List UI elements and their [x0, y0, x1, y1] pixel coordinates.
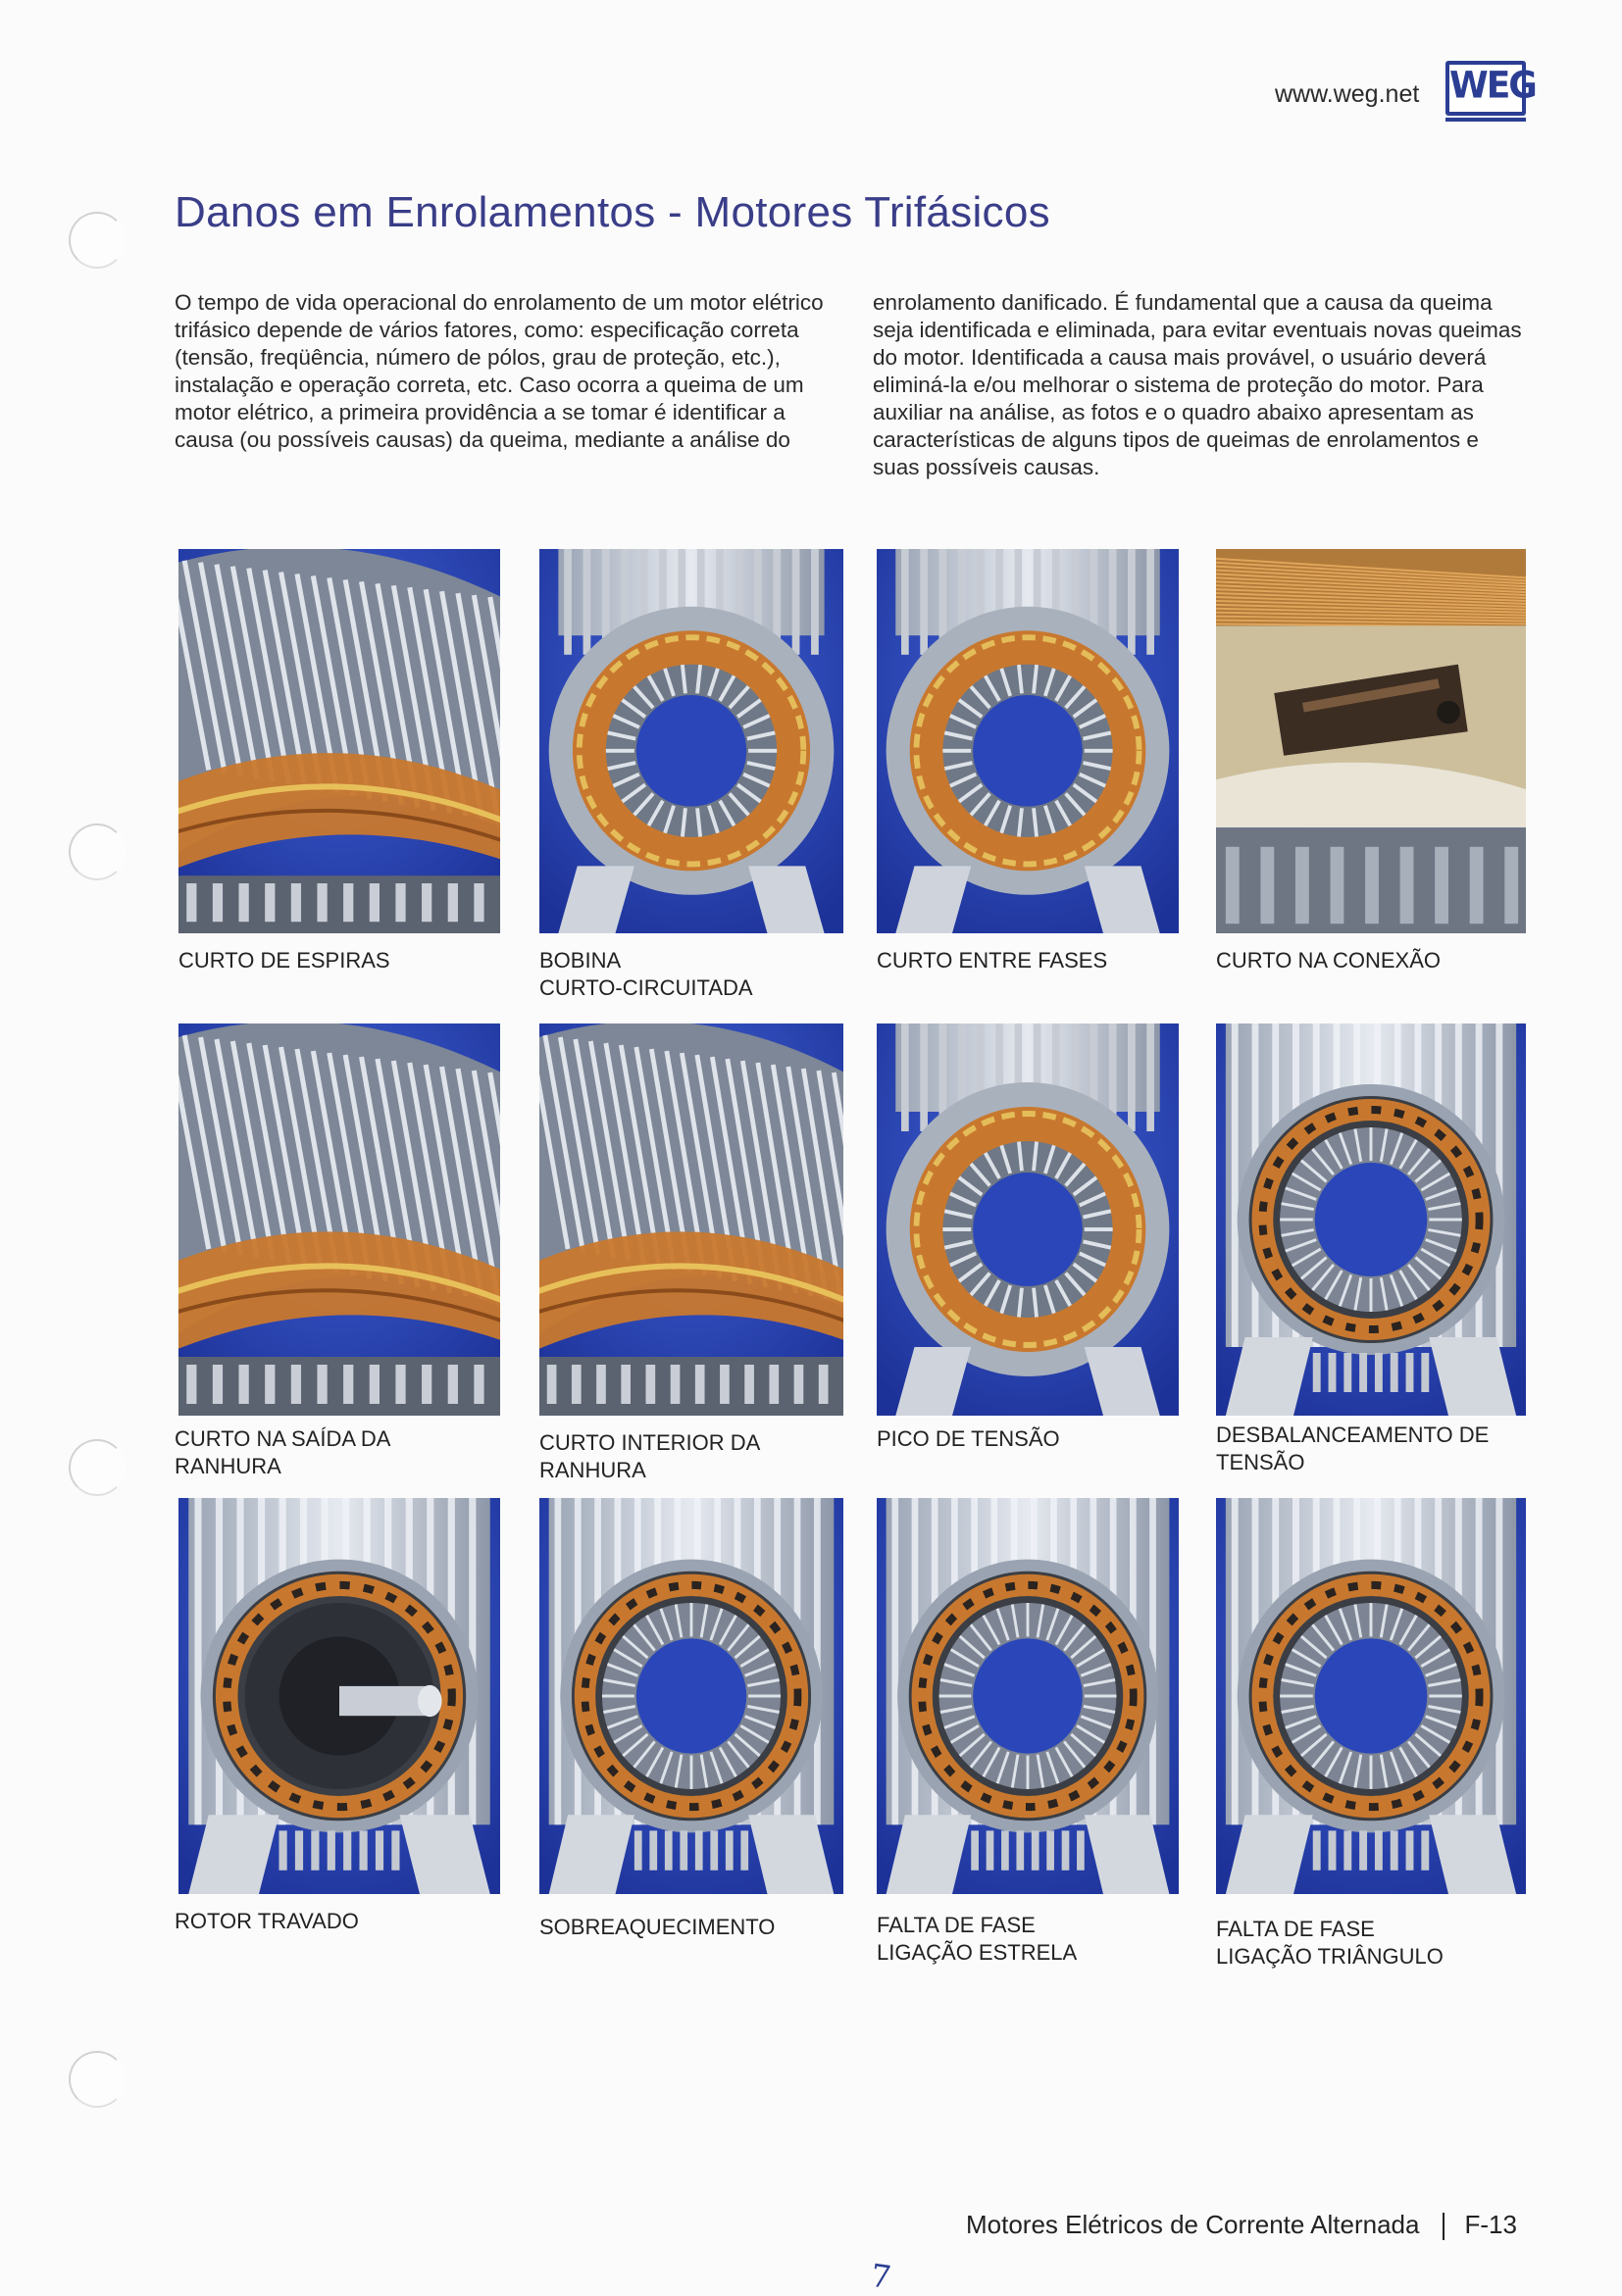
photo-caption: SOBREAQUECIMENTO: [539, 1915, 776, 1939]
motor-front-photo: [539, 1498, 843, 1894]
motor-rotor-photo: [178, 1498, 500, 1894]
website-url: www.weg.net: [1275, 80, 1420, 108]
photo-caption: CURTO ENTRE FASES: [877, 948, 1108, 973]
stator-housing-photo: [877, 549, 1179, 933]
burnt-connection-photo: [1216, 549, 1526, 933]
photo-caption: CURTO INTERIOR DA RANHURA: [539, 1430, 761, 1482]
stator-slots-photo: [539, 1023, 843, 1416]
page-footer: [966, 2210, 1517, 2240]
motor-front-photo: [1216, 1023, 1526, 1416]
stator-closeup-photo: [178, 1023, 500, 1416]
photo-caption: DESBALANCEAMENTO DE TENSÃO: [1216, 1423, 1490, 1474]
photo-caption: CURTO DE ESPIRAS: [178, 948, 390, 973]
motor-front-photo: [1216, 1498, 1526, 1894]
logo-text: WEG: [1449, 64, 1536, 107]
weg-logo: [1445, 61, 1536, 116]
binder-hole: [69, 2051, 126, 2108]
binder-hole: [69, 1439, 126, 1496]
page-number: F-13: [1464, 2210, 1517, 2239]
handwritten-mark: 7: [868, 2256, 893, 2296]
stator-ring-photo: [539, 549, 843, 933]
stator-closeup-photo: [178, 549, 500, 933]
photo-caption: FALTA DE FASE LIGAÇÃO TRIÂNGULO: [1216, 1917, 1444, 1969]
intro-text-column-2: enrolamento danificado. É fundamental que a causa da queima seja identificada e eliminada, para evitar eventuais novas queimas do motor. Identificada a causa mais provável, o usuário deverá eliminá-la e/ou melhorar o sistema de proteção do motor. Para auxiliar na análise, as fotos e o quadro abaixo apresentam as características de alguns tipos de queimas de enrolamentos e suas possíveis causas.: [873, 290, 1522, 479]
binder-hole: [69, 824, 126, 880]
footer-title: Motores Elétricos de Corrente Alternada: [966, 2210, 1420, 2239]
binder-hole: [69, 212, 126, 269]
photo-caption: CURTO NA CONEXÃO: [1216, 948, 1442, 973]
photo-caption: FALTA DE FASE LIGAÇÃO ESTRELA: [877, 1913, 1078, 1965]
photo-caption: CURTO NA SAÍDA DA RANHURA: [175, 1426, 391, 1478]
photo-caption: BOBINA CURTO-CIRCUITADA: [539, 948, 753, 1000]
page-title: Danos em Enrolamentos - Motores Trifásicos: [175, 188, 1050, 236]
stator-ring-photo: [877, 1023, 1179, 1416]
photo-caption: PICO DE TENSÃO: [877, 1426, 1060, 1451]
intro-text-column-1: O tempo de vida operacional do enrolamento de um motor elétrico trifásico depende de vários fatores, como: especificação correta (tensão, freqüência, número de pólos, grau de proteção, etc.), instalação e operação correta, etc. Caso ocorra a queima de um motor elétrico, a primeira providência a se tomar é identificar a causa (ou possíveis causas) da queima, mediante a análise do: [175, 290, 824, 452]
motor-front-photo: [877, 1498, 1179, 1894]
photo-caption: ROTOR TRAVADO: [175, 1909, 359, 1933]
